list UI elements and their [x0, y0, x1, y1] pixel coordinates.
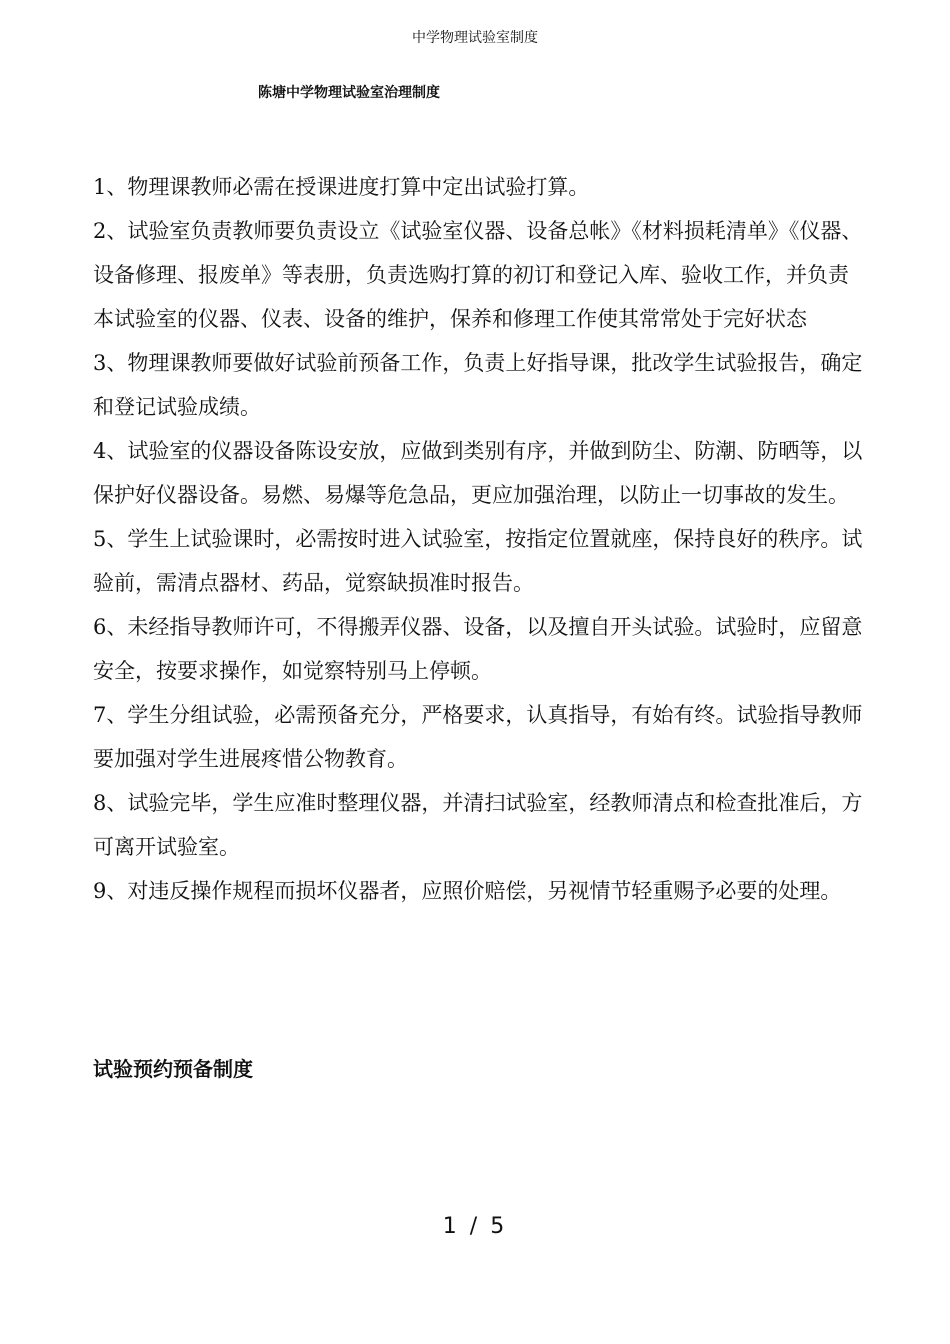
rule-item: 2、试验室负责教师要负责设立《试验室仪器、设备总帐》《材料损耗清单》《仪器、设备修理、报废单》等表册，负责选购打算的初订和登记入库、验收工作，并负责本试验室的仪器、仪表、设备的维护，保养和修理工作使其常常处于完好状态 — [93, 219, 863, 331]
rule-item: 9、对违反操作规程而损坏仪器者，应照价赔偿，另视情节轻重赐予必要的处理。 — [93, 879, 842, 903]
rules-list — [93, 165, 868, 913]
document-title: 陈塘中学物理试验室治理制度 — [258, 85, 440, 101]
rule-item: 1、物理课教师必需在授课进度打算中定出试验打算。 — [93, 175, 590, 199]
rule-item: 7、学生分组试验，必需预备充分，严格要求，认真指导，有始有终。试验指导教师要加强对学生进展疼惜公物教育。 — [93, 703, 863, 771]
section-heading: 试验预约预备制度 — [93, 1057, 253, 1081]
page-number: 1 / 5 — [442, 1214, 508, 1239]
rule-item: 6、未经指导教师许可，不得搬弄仪器、设备，以及擅自开头试验。试验时，应留意安全，按要求操作，如觉察特别马上停顿。 — [93, 615, 863, 683]
rule-item: 4、试验室的仪器设备陈设安放，应做到类别有序，并做到防尘、防潮、防晒等，以保护好仪器设备。易燃、易爆等危急品，更应加强治理，以防止一切事故的发生。 — [93, 439, 863, 507]
running-header: 中学物理试验室制度 — [412, 30, 538, 46]
rule-item: 8、试验完毕，学生应准时整理仪器，并清扫试验室，经教师清点和检查批准后，方可离开试验室。 — [93, 791, 863, 859]
rule-item: 5、学生上试验课时，必需按时进入试验室，按指定位置就座，保持良好的秩序。试验前，需清点器材、药品，觉察缺损准时报告。 — [93, 527, 863, 595]
rule-item: 3、物理课教师要做好试验前预备工作，负责上好指导课，批改学生试验报告，确定和登记试验成绩。 — [93, 351, 863, 419]
